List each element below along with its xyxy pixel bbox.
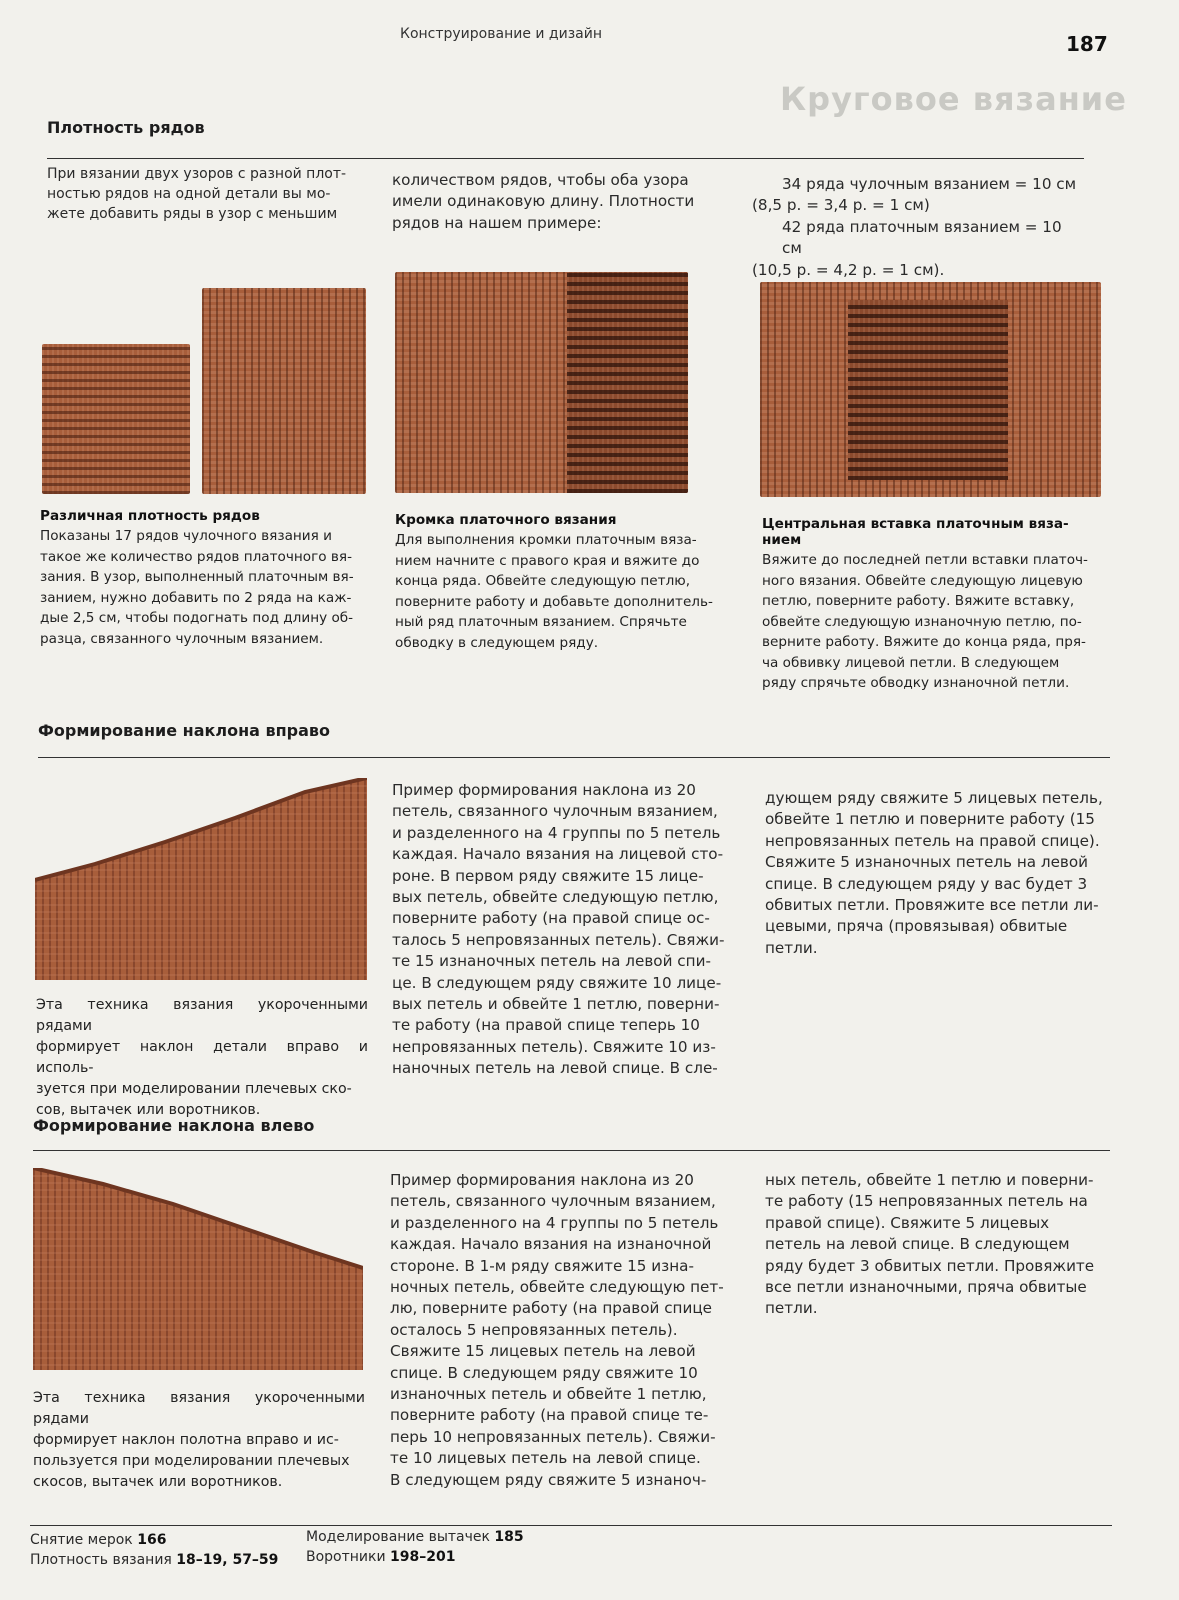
photo-different-row-gauge <box>40 282 368 497</box>
text-line: количеством рядов, чтобы оба узора <box>392 171 689 189</box>
text-line: ных петель, обвейте 1 петлю и поверни- <box>765 1171 1094 1189</box>
caption-body <box>395 530 740 653</box>
text-line: обвейте следующую изнаночную петлю, по- <box>762 613 1082 630</box>
photo-garter-border <box>395 272 688 493</box>
text-line: Пример формирования наклона из 20 <box>390 1171 694 1189</box>
cross-reference: Плотность вязания 18–19, 57–59 <box>30 1552 279 1568</box>
gauge-value-line: 42 ряда платочным вязанием = 10 см <box>782 217 1062 258</box>
text-line: те работу (на правой спице теперь 10 <box>392 1016 700 1035</box>
caption-center-garter-inset <box>762 516 1107 694</box>
knitted-slope-fabric <box>33 1168 363 1370</box>
text-line: петли. <box>765 938 818 957</box>
text-line: поверните работу и добавьте дополнитель- <box>395 593 713 610</box>
cross-reference: Воротники 198–201 <box>306 1549 456 1565</box>
garter-inset-image <box>848 300 1008 480</box>
show-through-heading: Круговое вязание <box>780 80 1127 118</box>
text-line: При вязании двух узоров с разной плот- <box>47 166 347 182</box>
page-number: 187 <box>1066 32 1108 56</box>
text-line: те 10 лицевых петель на левой спице. <box>390 1449 701 1468</box>
text-line: роне. В первом ряду свяжите 15 лице- <box>392 866 704 885</box>
text-line: ряду будет 3 обвитых петли. Провяжите <box>765 1256 1095 1275</box>
text-line: дующем ряду свяжите 5 лицевых петель, <box>765 789 1103 807</box>
text-line: правой спице). Свяжите 5 лицевых <box>765 1213 1050 1232</box>
footer-rule <box>30 1525 1112 1526</box>
text-line: и разделенного на 4 группы по 5 петель <box>392 823 721 842</box>
text-line: поверните работу (на правой спице те- <box>390 1406 709 1425</box>
text-line: непровязанных петель). Свяжите 10 из- <box>392 1037 716 1056</box>
text-line: ча обвивку лицевой петли. В следующем <box>762 654 1060 671</box>
footer-refs-right <box>306 1527 524 1567</box>
text-line: дые 2,5 см, чтобы подогнать под длину об- <box>40 610 354 626</box>
text-line: петель на левой спице. В следующем <box>765 1235 1070 1254</box>
text-line: обводку в следующем ряду. <box>395 634 599 651</box>
text-line: наночных петель на левой спице. В сле- <box>392 1059 718 1078</box>
text-line: нием начните с правого края и вяжите до <box>395 552 700 569</box>
text-line: Свяжите 5 изнаночных петель на левой <box>765 853 1089 872</box>
caption-slope-right <box>36 995 368 1121</box>
cross-reference: Снятие мерок 166 <box>30 1532 167 1548</box>
text-line: ный ряд платочным вязанием. Спрячьте <box>395 614 687 630</box>
row-gauge-intro-col2 <box>392 170 727 234</box>
text-line: Свяжите 15 лицевых петель на левой <box>390 1342 696 1361</box>
text-line: цевыми, пряча (провязывая) обвитые <box>765 917 1068 936</box>
caption-title: Кромка платочного вязания <box>395 512 617 528</box>
photo-slope-right <box>35 778 367 980</box>
running-title: Конструирование и дизайн <box>400 26 602 42</box>
section-title-slope-right: Формирование наклона вправо <box>38 721 331 740</box>
caption-title-line: нием <box>762 532 802 548</box>
text-line: сов, вытачек или воротников. <box>36 1102 261 1118</box>
text-line: Вяжите до последней петли вставки платоч- <box>762 552 1088 568</box>
caption-body <box>762 550 1107 694</box>
text-line: изнаночных петель и обвейте 1 петлю, <box>390 1385 707 1404</box>
gauge-value-line: (10,5 р. = 4,2 р. = 1 см). <box>752 260 945 279</box>
text-line: формирует наклон полотна вправо и ис- <box>33 1432 339 1448</box>
text-line: вых петель и обвейте 1 петлю, поверни- <box>392 995 720 1014</box>
caption-title: Различная плотность рядов <box>40 508 260 524</box>
text-line: осталось 5 непровязанных петель). <box>390 1320 678 1339</box>
text-line: и разделенного на 4 группы по 5 петель <box>390 1213 719 1232</box>
text-line: обвейте 1 петлю и поверните работу (15 <box>765 810 1095 829</box>
slope-left-text-col2 <box>390 1170 738 1491</box>
text-line: лю, поверните работу (на правой спице <box>390 1299 713 1318</box>
section-rule <box>38 757 1110 758</box>
footer-refs-left <box>30 1530 278 1570</box>
photo-center-garter-inset <box>760 282 1101 497</box>
text-line: це. В следующем ряду свяжите 10 лице- <box>392 973 722 992</box>
text-line: зания. В узор, выполненный платочным вя- <box>40 569 354 585</box>
text-line: конца ряда. Обвейте следующую петлю, <box>395 573 691 589</box>
caption-title <box>762 516 1107 548</box>
text-line: верните работу. Вяжите до конца ряда, пря- <box>762 634 1086 650</box>
garter-swatch-image <box>42 344 190 494</box>
ref-pages: 198–201 <box>390 1549 456 1565</box>
text-line: ного вязания. Обвейте следующую лицевую <box>762 572 1083 589</box>
text-line: В следующем ряду свяжите 5 изнаноч- <box>390 1470 707 1489</box>
text-line: каждая. Начало вязания на лицевой сто- <box>392 845 724 864</box>
text-line: перь 10 непровязанных петель). Свяжи- <box>390 1427 716 1446</box>
text-line: Для выполнения кромки платочным вяза- <box>395 532 697 548</box>
row-gauge-values <box>752 174 1084 281</box>
ref-pages: 166 <box>137 1532 167 1548</box>
text-line: все петли изнаночными, пряча обвитые <box>765 1278 1087 1297</box>
caption-body <box>40 526 370 649</box>
text-line: такое же количество рядов платочного вя- <box>40 548 352 565</box>
caption-garter-border <box>395 512 740 653</box>
slope-left-text-col3 <box>765 1170 1110 1320</box>
text-line: каждая. Начало вязания на изнаночной <box>390 1235 712 1254</box>
cross-reference: Моделирование вытачек 185 <box>306 1529 524 1545</box>
slope-right-text-col2 <box>392 780 738 1080</box>
text-line: занием, нужно добавить по 2 ряда на каж- <box>40 589 352 606</box>
text-line: спице. В следующем ряду свяжите 10 <box>390 1363 698 1382</box>
gauge-value-line: (8,5 р. = 3,4 р. = 1 см) <box>752 196 930 215</box>
text-line: имели одинаковую длину. Плотности <box>392 192 695 211</box>
text-line: те работу (15 непровязанных петель на <box>765 1192 1088 1211</box>
text-line: обвитых петли. Провяжите все петли ли- <box>765 896 1099 915</box>
caption-title-line: Центральная вставка платочным вяза- <box>762 516 1069 532</box>
text-line: скосов, вытачек или воротников. <box>33 1474 283 1490</box>
caption-slope-left <box>33 1388 365 1493</box>
text-line: петель, связанного чулочным вязанием, <box>390 1192 716 1211</box>
text-line: формирует наклон детали вправо и исполь- <box>36 1039 368 1076</box>
caption-different-row-gauge <box>40 508 370 649</box>
text-line: вых петель, обвейте следующую петлю, <box>392 888 719 907</box>
text-line: поверните работу (на правой спице ос- <box>392 909 710 928</box>
text-line: рядов на нашем примере: <box>392 213 602 232</box>
text-line: жете добавить ряды в узор с меньшим <box>47 206 338 222</box>
text-line: петель, связанного чулочным вязанием, <box>392 802 718 821</box>
ref-pages: 185 <box>494 1529 524 1545</box>
text-line: петли. <box>765 1299 818 1318</box>
section-rule <box>47 158 1084 159</box>
text-line: ностью рядов на одной детали вы мо- <box>47 186 331 202</box>
text-line: Показаны 17 рядов чулочного вязания и <box>40 528 332 544</box>
text-line: пользуется при моделировании плечевых <box>33 1453 350 1469</box>
text-line: те 15 изнаночных петель на левой спи- <box>392 952 711 971</box>
slope-right-text-col3 <box>765 788 1110 959</box>
text-line: петлю, поверните работу. Вяжите вставку, <box>762 593 1075 609</box>
stockinette-swatch-image <box>202 288 366 494</box>
text-line: непровязанных петель на правой спице). <box>765 831 1100 850</box>
text-line: ряду спрячьте обводку изнаночной петли. <box>762 675 1070 691</box>
text-line: разца, связанного чулочным вязанием. <box>40 630 324 647</box>
gauge-value-line: 34 ряда чулочным вязанием = 10 см <box>782 175 1077 193</box>
text-line: ночных петель, обвейте следующую пет- <box>390 1278 724 1297</box>
section-title-row-gauge: Плотность рядов <box>47 118 205 137</box>
text-line: Пример формирования наклона из 20 <box>392 781 696 799</box>
knitted-slope-fabric <box>35 778 367 980</box>
text-line: стороне. В 1-м ряду свяжите 15 изна- <box>390 1256 694 1275</box>
text-line: зуется при моделировании плечевых ско- <box>36 1081 352 1097</box>
text-line: Эта техника вязания укороченными рядами <box>33 1390 365 1427</box>
row-gauge-intro-col1 <box>47 164 365 224</box>
photo-slope-left <box>33 1168 363 1370</box>
garter-border-image <box>567 272 688 493</box>
section-rule <box>33 1150 1110 1151</box>
text-line: Эта техника вязания укороченными рядами <box>36 997 368 1034</box>
text-line: талось 5 непровязанных петель). Свяжи- <box>392 930 725 949</box>
section-title-slope-left: Формирование наклона влево <box>33 1116 315 1135</box>
ref-pages: 18–19, 57–59 <box>176 1552 279 1568</box>
text-line: спице. В следующем ряду у вас будет 3 <box>765 874 1088 893</box>
